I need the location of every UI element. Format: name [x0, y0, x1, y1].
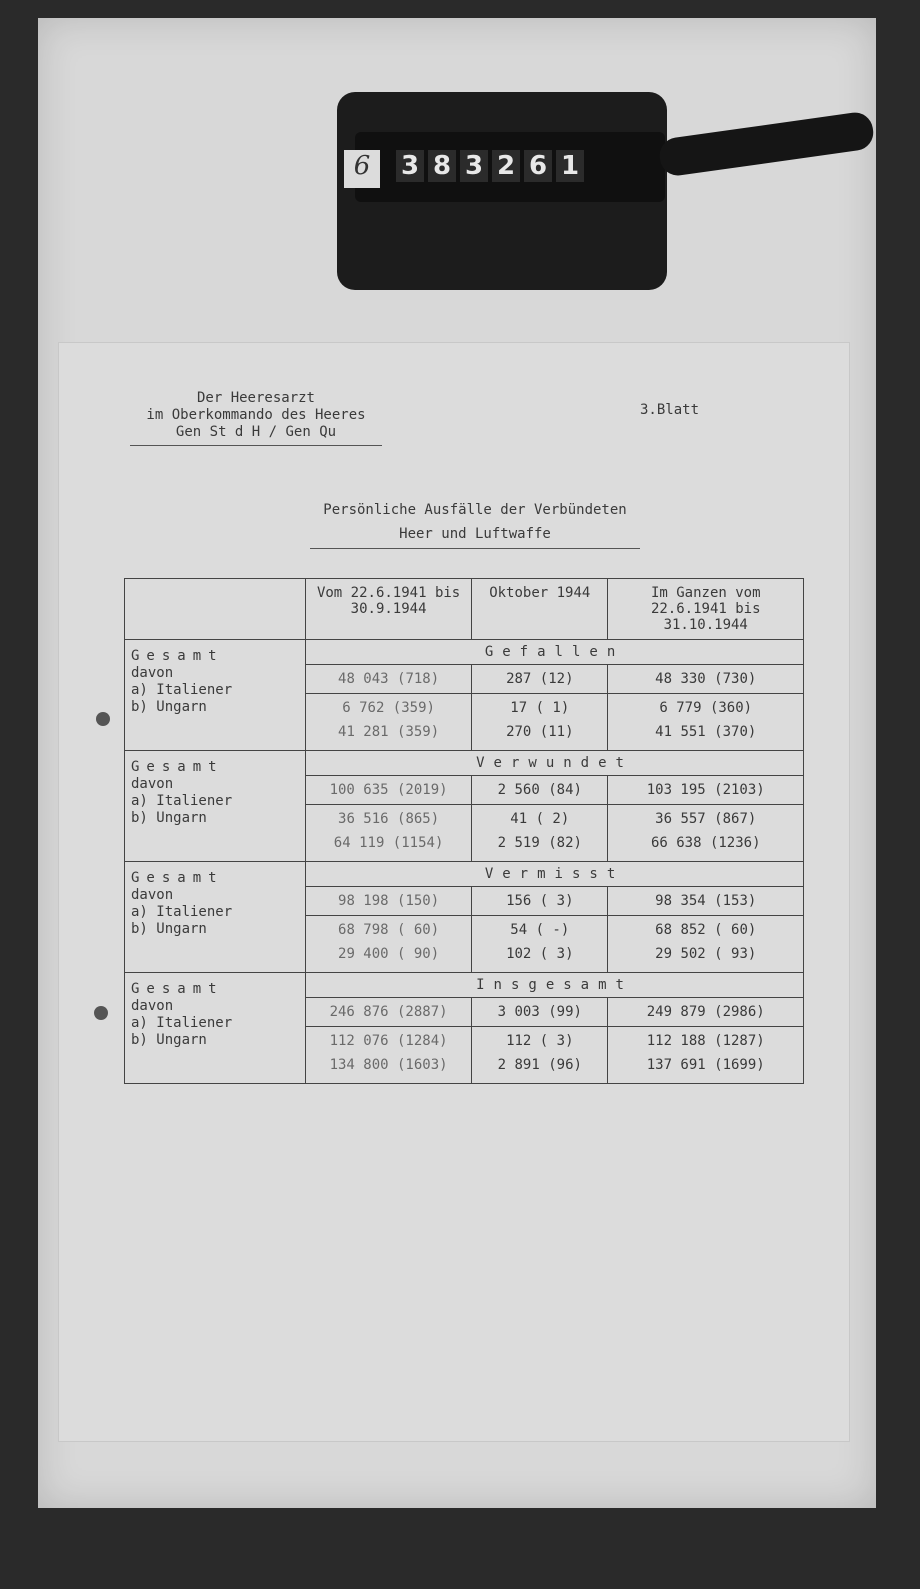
cell-pair: [472, 805, 608, 862]
cell: 29 502 ( 93): [655, 946, 757, 962]
cell-pair: [472, 694, 608, 751]
label-italiener: a) Italiener: [131, 682, 233, 698]
cell: 112 076 (1284): [329, 1033, 448, 1049]
document-title: [300, 498, 650, 549]
header-cell: Oktober 1944: [472, 579, 608, 640]
issuer-line: im Oberkommando des Heeres: [146, 407, 366, 423]
cell-pair: [472, 1027, 608, 1084]
section-heading-row: [125, 862, 804, 887]
counter-readout: [344, 150, 584, 188]
row-labels: [125, 862, 306, 973]
page-counter-device: [337, 92, 667, 290]
cell: 6 779 (360): [659, 700, 753, 716]
cell: 68 798 ( 60): [338, 922, 440, 938]
cell: 64 119 (1154): [333, 835, 444, 851]
cell: 2 891 (96): [497, 1057, 582, 1073]
section-heading-row: [125, 973, 804, 998]
cell: 6 762 (359): [342, 700, 435, 716]
issuer-line: Gen St d H / Gen Qu: [175, 424, 337, 440]
cell: 48 043 (718): [306, 665, 472, 694]
header-cell: Vom 22.6.1941 bis 30.9.1944: [306, 579, 472, 640]
label-total: Gesamt: [131, 981, 224, 997]
counter-digit: 6: [524, 150, 552, 182]
cell: 137 691 (1699): [646, 1057, 765, 1073]
cell: 3 003 (99): [472, 998, 608, 1027]
cell: 156 ( 3): [472, 887, 608, 916]
header-cell-empty: [125, 579, 306, 640]
cell: 36 516 (865): [338, 811, 440, 827]
cell-pair: [608, 694, 804, 751]
label-ungarn: b) Ungarn: [131, 1032, 207, 1048]
cell: 41 ( 2): [510, 811, 570, 827]
section-name: Vermisst: [306, 862, 804, 887]
label-total: Gesamt: [131, 648, 224, 664]
header-cell: Im Ganzen vom 22.6.1941 bis 31.10.1944: [608, 579, 804, 640]
cell-pair: [608, 1027, 804, 1084]
label-ungarn: b) Ungarn: [131, 699, 207, 715]
cell-pair: [306, 916, 472, 973]
cell: 68 852 ( 60): [655, 922, 757, 938]
label-davon: davon: [131, 776, 174, 792]
label-total: Gesamt: [131, 759, 224, 775]
label-italiener: a) Italiener: [131, 1015, 233, 1031]
row-labels: [125, 640, 306, 751]
cell: 54 ( -): [510, 922, 570, 938]
label-davon: davon: [131, 887, 174, 903]
cell-pair: [306, 805, 472, 862]
counter-digit: 3: [396, 150, 424, 182]
label-italiener: a) Italiener: [131, 793, 233, 809]
cell: 270 (11): [506, 724, 574, 740]
table-header-row: [125, 579, 804, 640]
cell: 41 281 (359): [338, 724, 440, 740]
section-name: Insgesamt: [306, 973, 804, 998]
title-line-1: Persönliche Ausfälle der Verbündeten: [323, 502, 627, 518]
cell: 2 519 (82): [497, 835, 582, 851]
counter-digit: 1: [556, 150, 584, 182]
cell: 246 876 (2887): [306, 998, 472, 1027]
cell: 103 195 (2103): [608, 776, 804, 805]
section-heading-row: [125, 640, 804, 665]
cell: 36 557 (867): [655, 811, 757, 827]
counter-digit: 2: [492, 150, 520, 182]
sheet-number: 3.Blatt: [640, 402, 700, 418]
issuer-block: [130, 390, 382, 446]
label-ungarn: b) Ungarn: [131, 921, 207, 937]
cell: 112 188 (1287): [646, 1033, 765, 1049]
cell-pair: [306, 1027, 472, 1084]
issuer-line: Der Heeresarzt: [196, 390, 315, 406]
row-labels: [125, 751, 306, 862]
cell: 17 ( 1): [510, 700, 570, 716]
section-heading-row: [125, 751, 804, 776]
cell: 98 198 (150): [306, 887, 472, 916]
counter-digit: 3: [460, 150, 488, 182]
label-davon: davon: [131, 665, 174, 681]
cell: 41 551 (370): [655, 724, 757, 740]
label-ungarn: b) Ungarn: [131, 810, 207, 826]
label-davon: davon: [131, 998, 174, 1014]
casualty-table: [124, 578, 804, 1084]
cell: 100 635 (2019): [306, 776, 472, 805]
cell: 66 638 (1236): [650, 835, 761, 851]
label-total: Gesamt: [131, 870, 224, 886]
section-name: Verwundet: [306, 751, 804, 776]
cell: 134 800 (1603): [329, 1057, 448, 1073]
cell: 98 354 (153): [608, 887, 804, 916]
cell: 287 (12): [472, 665, 608, 694]
section-name: Gefallen: [306, 640, 804, 665]
cell-pair: [608, 916, 804, 973]
row-labels: [125, 973, 306, 1084]
cell-pair: [608, 805, 804, 862]
cell-pair: [472, 916, 608, 973]
cell: 112 ( 3): [506, 1033, 574, 1049]
cell: 48 330 (730): [608, 665, 804, 694]
counter-prefix: 6: [344, 150, 380, 188]
title-line-2: Heer und Luftwaffe: [399, 526, 551, 542]
punch-hole: [94, 1006, 108, 1020]
cell: 29 400 ( 90): [338, 946, 440, 962]
counter-digit: 8: [428, 150, 456, 182]
punch-hole: [96, 712, 110, 726]
cell-pair: [306, 694, 472, 751]
cell: 2 560 (84): [472, 776, 608, 805]
cell: 102 ( 3): [506, 946, 574, 962]
label-italiener: a) Italiener: [131, 904, 233, 920]
cell: 249 879 (2986): [608, 998, 804, 1027]
